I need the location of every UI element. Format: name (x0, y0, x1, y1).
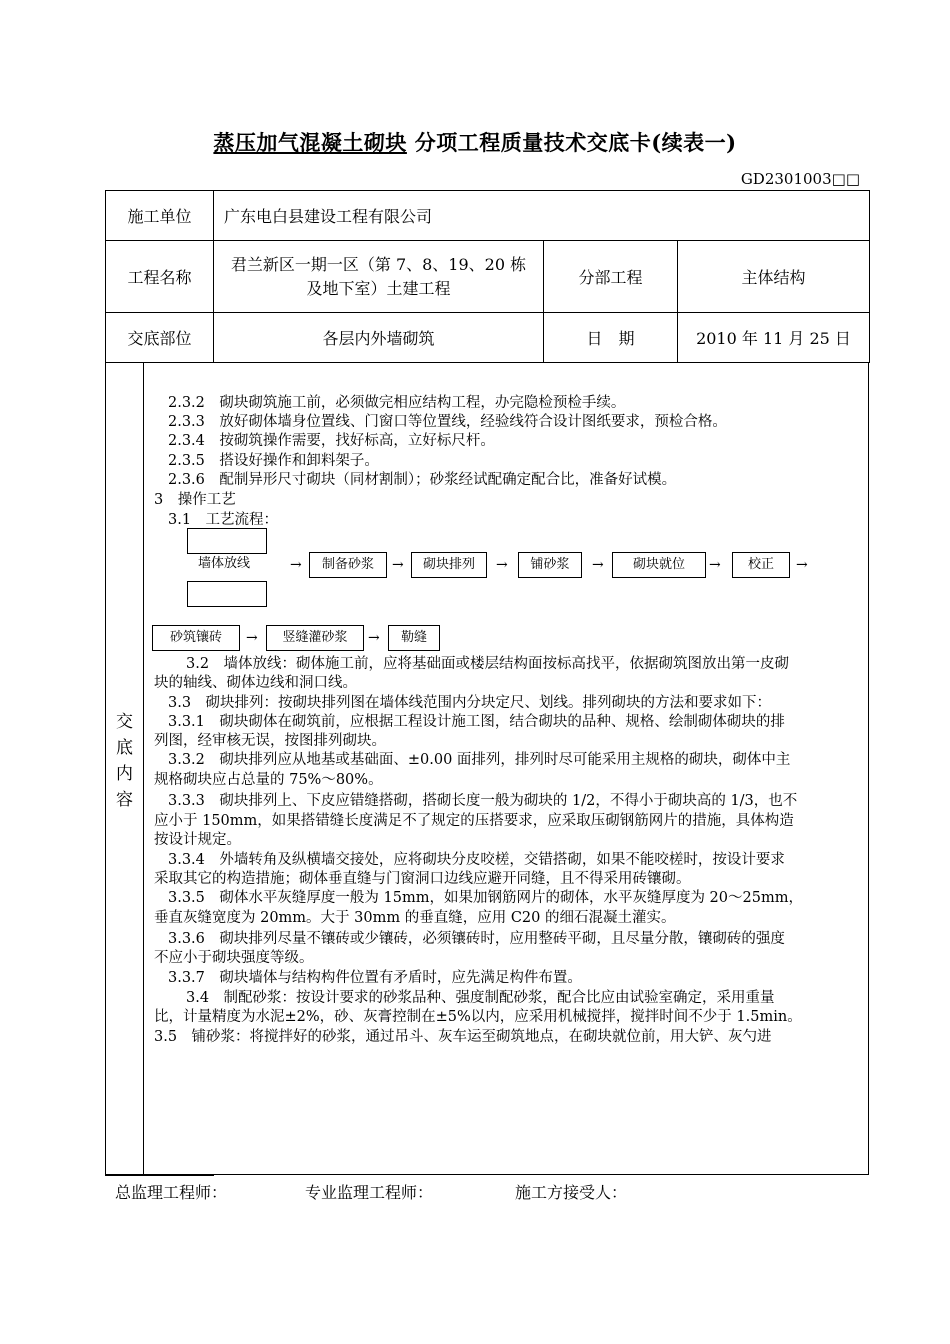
division-label: 分部工程 (544, 241, 678, 313)
arrow-icon: → (368, 630, 380, 646)
flow-blank-box (187, 581, 267, 607)
text-line: 3.3.2 砌块排列应从地基或基础面、±0.00 面排列，排列时尽可能采用主规格的砌块，砌体中主 (168, 752, 791, 768)
flow-step: 砂筑镶砖 (152, 625, 240, 651)
specialist-supervisor-label: 专业监理工程师： (305, 1183, 434, 1202)
content-area (105, 362, 869, 1175)
arrow-icon: → (709, 557, 721, 573)
content-body (144, 363, 868, 1174)
text-line: 块的轴线、砌体边线和洞口线。 (154, 675, 357, 691)
text-line: 不应小于砌块强度等级。 (154, 950, 314, 966)
text-line: 3.3.4 外墙转角及纵横墙交接处，应将砌块分皮咬槎，交错搭砌，如果不能咬槎时，按设计要求 (168, 852, 785, 868)
division-value: 主体结构 (678, 241, 870, 313)
chief-supervisor-label: 总监理工程师： (115, 1183, 228, 1202)
text-line: 2.3.2 砌块砌筑施工前，必须做完相应结构工程，办完隐检预检手续。 (168, 395, 626, 411)
receiver-label: 施工方接受人： (515, 1183, 628, 1202)
part-label: 交底部位 (106, 313, 214, 363)
arrow-icon: → (246, 630, 258, 646)
flow-step: 墙体放线 (198, 556, 251, 571)
text-line: 3.3.7 砌块墙体与结构构件位置有矛盾时，应先满足构件布置。 (168, 970, 582, 986)
text-line: 列图，经审核无误，按图排列砌块。 (154, 733, 386, 749)
content-label-char: 交 (116, 712, 133, 732)
text-line: 2.3.5 搭设好操作和卸料架子。 (168, 453, 379, 469)
text-line: 采取其它的构造措施；砌体垂直缝与门窗洞口边线应避开同缝，且不得采用砖镶砌。 (154, 871, 691, 887)
text-line: 3.3.3 砌块排列上、下皮应错缝搭砌，搭砌长度一般为砌块的 1/2，不得小于砌块高的 1/3，也不 (168, 793, 798, 809)
document-title (0, 127, 950, 157)
content-label-char: 内 (116, 764, 133, 784)
title-rest: 分项工程质量技术交底卡(续表一) (414, 130, 737, 155)
arrow-icon: → (496, 557, 508, 573)
content-label (106, 709, 143, 813)
text-line: 2.3.3 放好砌体墙身位置线、门窗口等位置线，经验线符合设计图纸要求，预检合格。 (168, 414, 727, 430)
project-label: 工程名称 (106, 241, 214, 313)
date-value: 2010 年 11 月 25 日 (678, 313, 870, 363)
text-line: 比，计量精度为水泥±2%，砂、灰膏控制在±5%以内，应采用机械搅拌，搅拌时间不少于 1.5min。 (154, 1009, 802, 1025)
content-label-char: 底 (116, 738, 133, 758)
text-line: 3.3.6 砌块排列尽量不镶砖或少镶砖，必须镶砖时，应用整砖平砌，且尽量分散，镶砌砖的强度 (168, 931, 785, 947)
flow-step: 砌块排列 (411, 552, 487, 578)
text-line: 2.3.6 配制异形尺寸砌块（同材割制）；砂浆经试配确定配合比，准备好试模。 (168, 472, 677, 488)
arrow-icon: → (796, 557, 808, 573)
text-line: 垂直灰缝宽度为 20mm。大于 30mm 的垂直缝，应用 C20 的细石混凝土灌实。 (154, 910, 676, 926)
project-value-line-2: 及地下室）土建工程 (306, 278, 451, 298)
text-line: 3.3 砌块排列：按砌块排列图在墙体线范围内分块定尺、划线。排列砌块的方法和要求如下： (168, 695, 772, 711)
arrow-icon: → (592, 557, 604, 573)
project-value-line-1: 君兰新区一期一区（第 7、8、19、20 栋 (230, 254, 527, 274)
flow-step: 铺砂浆 (518, 552, 582, 578)
text-line: 2.3.4 按砌筑操作需要，找好标高，立好标尺杆。 (168, 433, 495, 449)
flow-step: 勒缝 (388, 625, 440, 651)
text-line: 3.2 墙体放线：砌体施工前，应将基础面或楼层结构面按标高找平，依据砌筑图放出第一皮砌 (186, 656, 790, 672)
text-line: 3.3.5 砌体水平灰缝厚度一般为 15mm，如果加钢筋网片的砌体，水平灰缝厚度为 20～25mm， (168, 890, 803, 906)
text-line: 规格砌块应占总量的 75%～80%。 (154, 772, 383, 788)
title-subject: 蒸压加气混凝土砌块 (213, 130, 407, 155)
text-line: 按设计规定。 (154, 832, 241, 848)
document-code: GD2301003□□ (740, 170, 860, 188)
flow-step: 制备砂浆 (309, 552, 387, 578)
arrow-icon: → (290, 557, 302, 573)
unit-value: 广东电白县建设工程有限公司 (214, 191, 870, 241)
section-heading: 3 操作工艺 (154, 492, 236, 508)
flow-blank-box (187, 528, 267, 554)
text-line: 3.4 制配砂浆：按设计要求的砂浆品种、强度制配砂浆，配合比应由试验室确定，采用重量 (186, 990, 775, 1006)
content-label-column (106, 363, 144, 1174)
date-label: 日 期 (544, 313, 678, 363)
project-value (214, 241, 544, 313)
text-line: 3.3.1 砌块砌体在砌筑前，应根据工程设计施工图，结合砌块的品种、规格、绘制砌体砌块的排 (168, 714, 785, 730)
part-value: 各层内外墙砌筑 (214, 313, 544, 363)
content-label-char: 容 (116, 790, 133, 810)
flow-step: 砌块就位 (612, 552, 706, 578)
flow-step: 校正 (732, 552, 790, 578)
text-line: 3.5 铺砂浆：将搅拌好的砂浆，通过吊斗、灰车运至砌筑地点，在砌块就位前，用大铲、灰勺进 (154, 1029, 772, 1045)
unit-label: 施工单位 (106, 191, 214, 241)
arrow-icon: → (392, 557, 404, 573)
flow-step: 竖缝灌砂浆 (266, 625, 364, 651)
text-line: 应小于 150mm，如果搭错缝长度满足不了规定的压搭要求，应采取压砌钢筋网片的措施，具体构造 (154, 813, 794, 829)
text-line: 3.1 工艺流程： (168, 512, 279, 528)
